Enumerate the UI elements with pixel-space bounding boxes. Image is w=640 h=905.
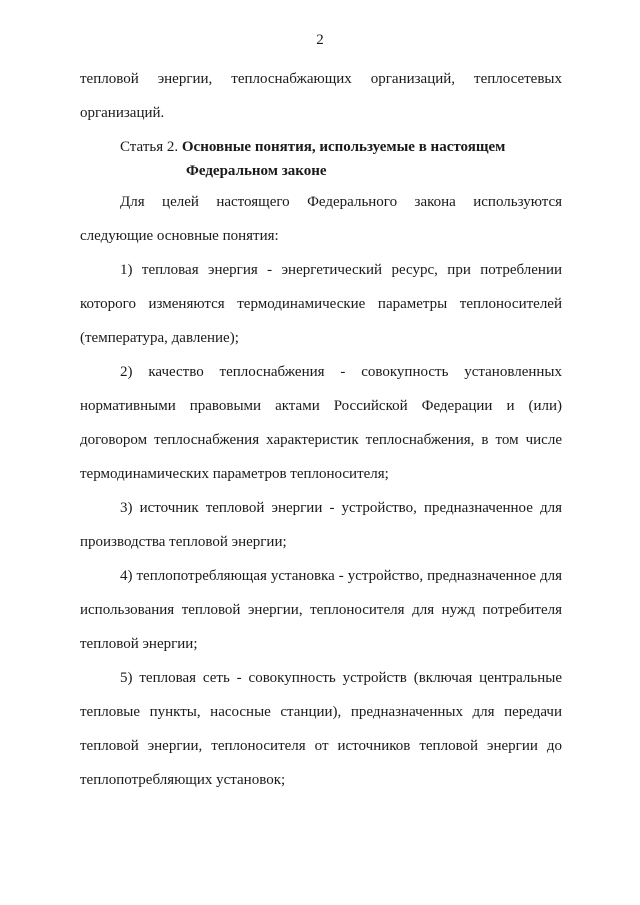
text-line: 2) качество теплоснабжения - совокупность установленных bbox=[120, 364, 562, 380]
text-line: термодинамических параметров теплоносителя; bbox=[80, 466, 389, 482]
text-line: использования тепловой энергии, теплоносителя для нужд потребителя bbox=[80, 602, 562, 618]
text-line: тепловой энергии; bbox=[80, 636, 198, 652]
preamble-paragraph bbox=[80, 185, 562, 253]
article-label: Статья 2. bbox=[120, 139, 179, 155]
text-line: 5) тепловая сеть - совокупность устройств (включая центральные bbox=[120, 670, 562, 686]
article-title-continued: Федеральном законе bbox=[186, 163, 327, 179]
text-line: тепловые пункты, насосные станции), предназначенных для передачи bbox=[80, 704, 562, 720]
page-number: 2 bbox=[316, 32, 324, 48]
text-line: тепловой энергии, теплоснабжающих организаций, теплосетевых bbox=[80, 71, 562, 87]
text-line: 3) источник тепловой энергии - устройство, предназначенное для bbox=[120, 500, 562, 516]
intro-paragraph bbox=[80, 62, 562, 130]
text-line: Для целей настоящего Федерального закона используются bbox=[120, 194, 562, 210]
definition-4 bbox=[80, 559, 562, 661]
text-line: 4) теплопотребляющая установка - устройство, предназначенное для bbox=[120, 568, 562, 584]
text-line: организаций. bbox=[80, 105, 165, 121]
article-title: Основные понятия, используемые в настоящем bbox=[181, 139, 506, 155]
text-line: следующие основные понятия: bbox=[80, 228, 279, 244]
text-line: теплопотребляющих установок; bbox=[80, 772, 286, 788]
text-line: (температура, давление); bbox=[80, 330, 239, 346]
text-line: которого изменяются термодинамические параметры теплоносителей bbox=[80, 296, 562, 312]
document-body bbox=[80, 62, 562, 797]
text-line: договором теплоснабжения характеристик теплоснабжения, в том числе bbox=[80, 432, 562, 448]
text-line: нормативными правовыми актами Российской Федерации и (или) bbox=[80, 398, 562, 414]
text-line: 1) тепловая энергия - энергетический ресурс, при потреблении bbox=[120, 262, 562, 278]
text-line: тепловой энергии, теплоносителя от источников тепловой энергии до bbox=[80, 738, 562, 754]
definition-3 bbox=[80, 491, 562, 559]
article-heading bbox=[80, 135, 562, 183]
definition-2 bbox=[80, 355, 562, 491]
definition-1 bbox=[80, 253, 562, 355]
article-heading-line bbox=[80, 135, 562, 159]
text-line: производства тепловой энергии; bbox=[80, 534, 287, 550]
definition-5 bbox=[80, 661, 562, 797]
